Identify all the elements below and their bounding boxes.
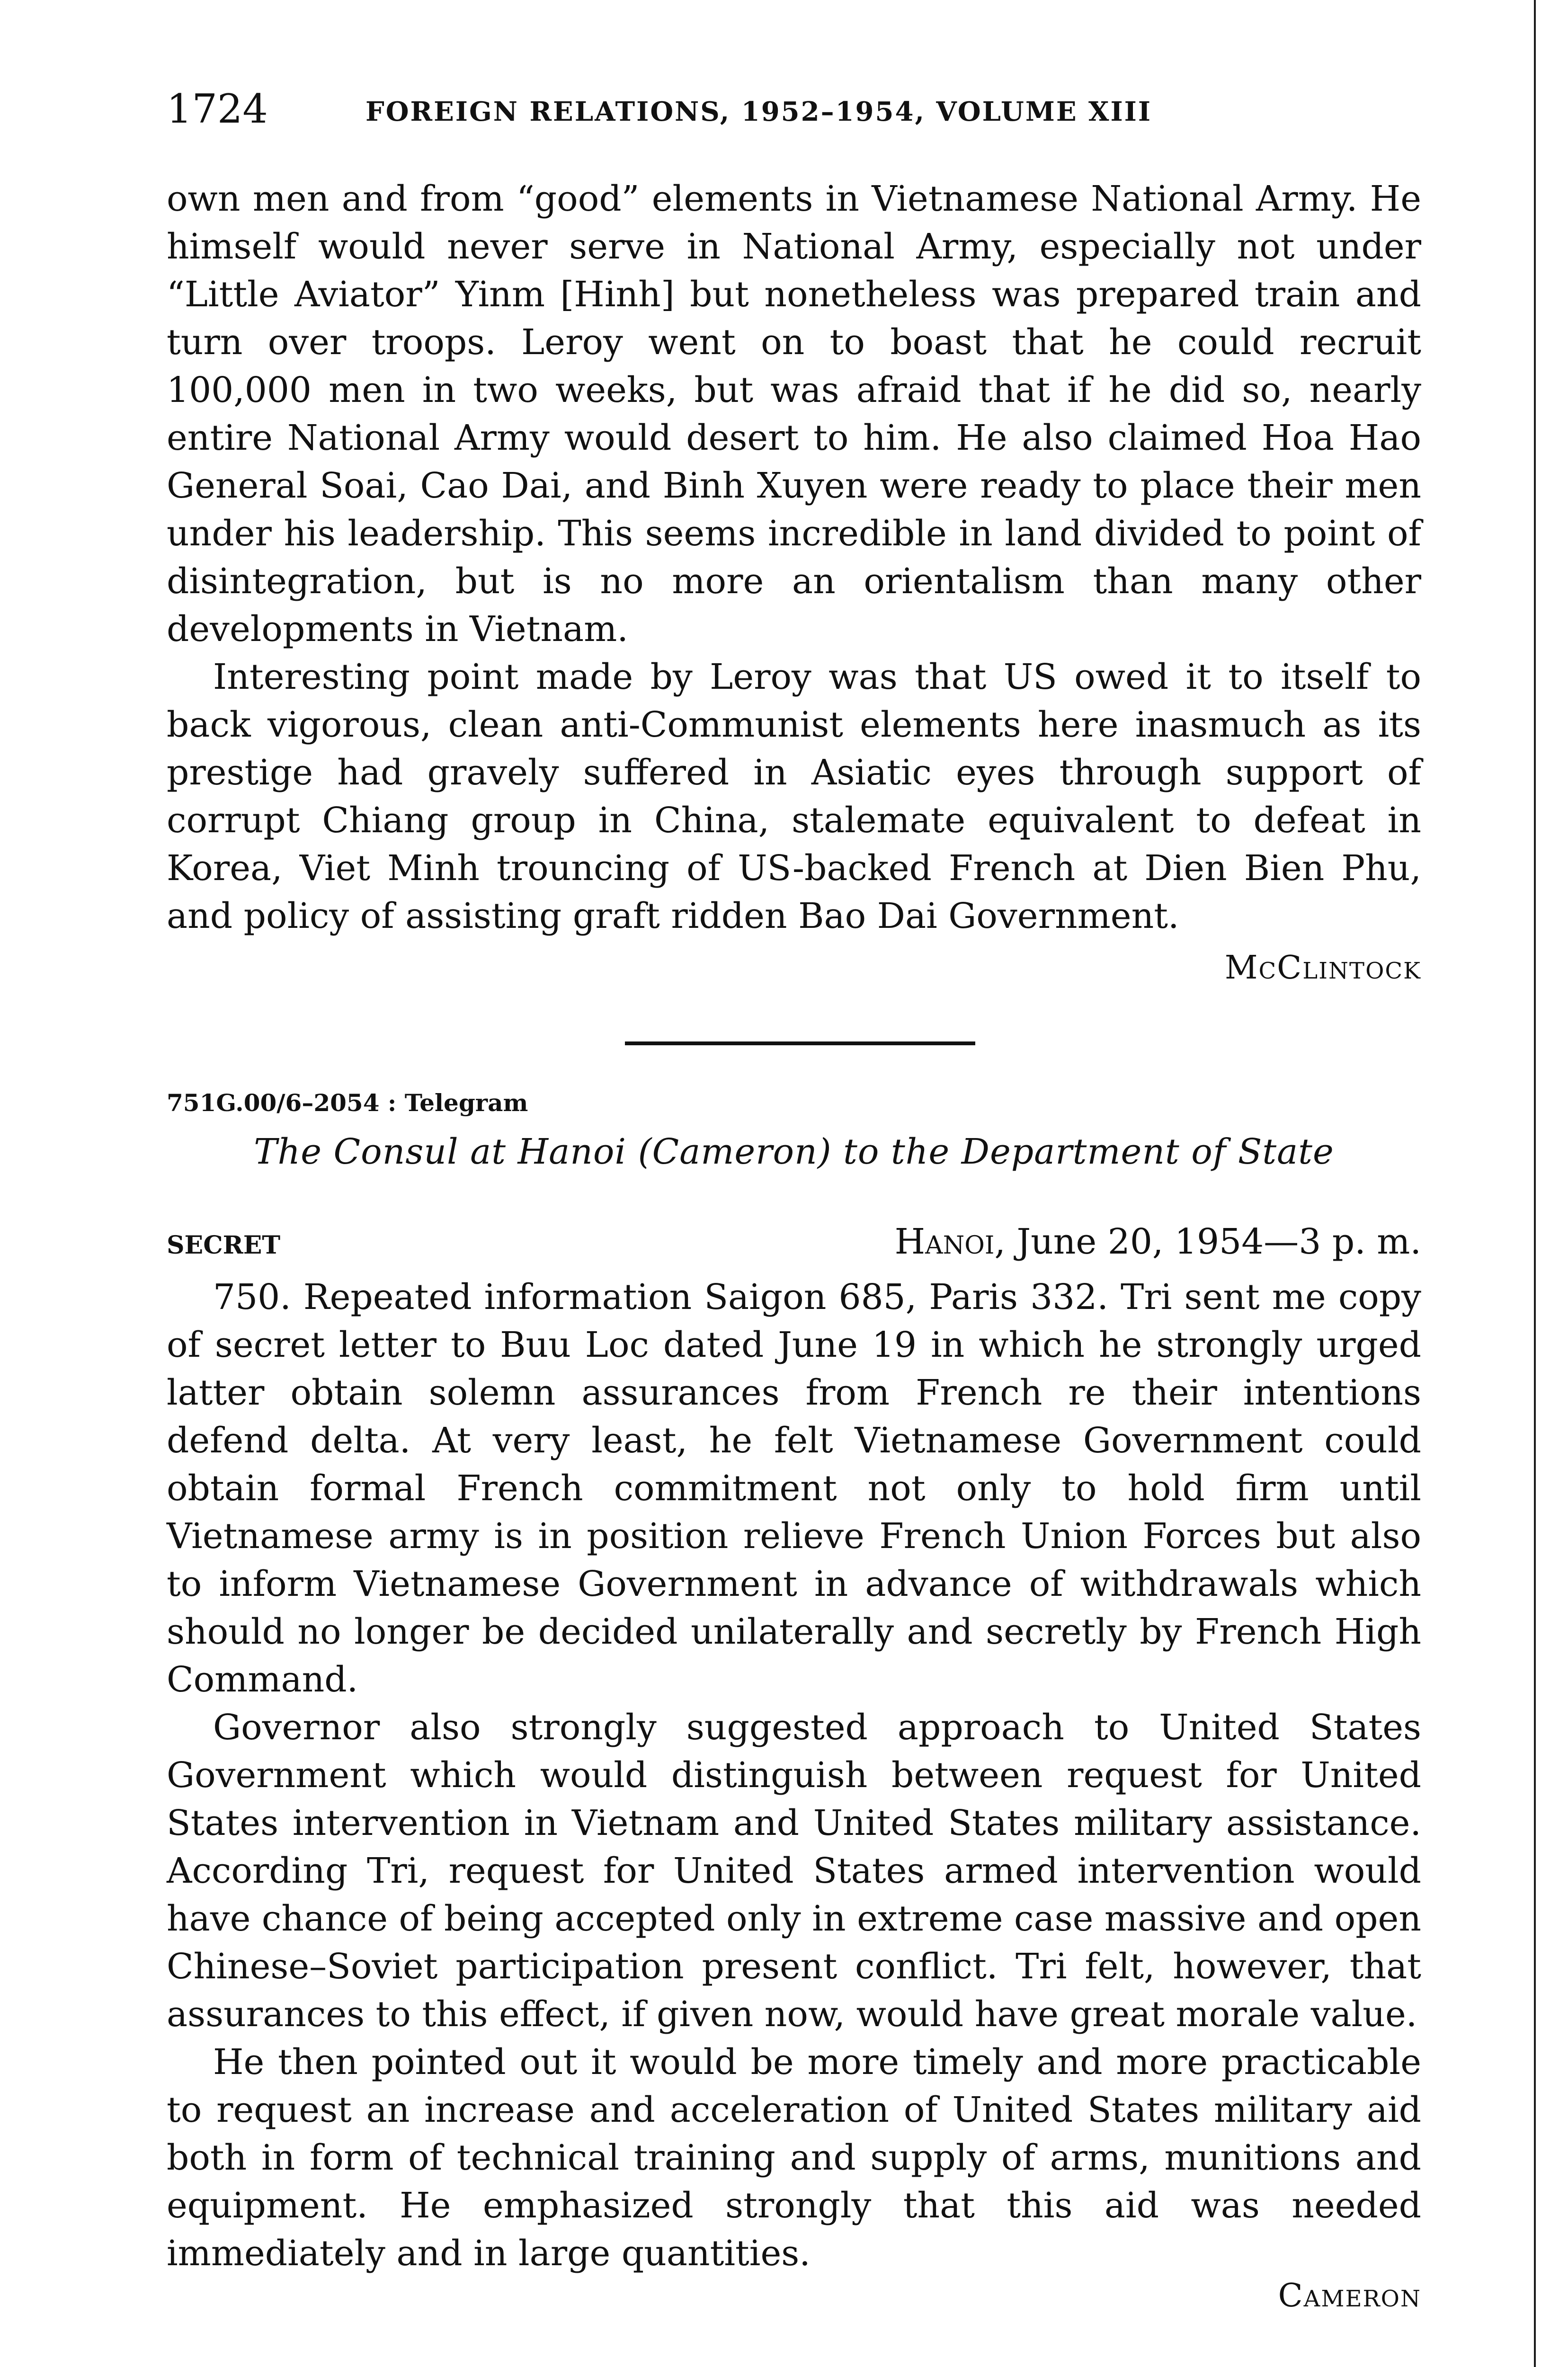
telegram-text: [167, 1273, 1421, 2278]
section-divider: [625, 1041, 975, 1045]
telegram-paragraph-3: He then pointed out it would be more timely and more practicable to request an increase and acceleration of United States military aid both in form of technical training and supply of arms, munitions and equipment. He emphasized strongly that this aid was needed immediately and in large quantities.: [167, 2042, 1421, 2274]
continuation-paragraph-1: own men and from “good” elements in Vietnamese National Army. He himself would never serve in National Army, especially not under “Little Aviator” Yinm [Hinh] but nonetheless was prepared train and turn over troops. Leroy went on to boast that he could recruit 100,000 men in two weeks, but was afraid that if he did so, nearly entire National Army would desert to him. He also claimed Hoa Hao General Soai, Cao Dai, and Binh Xuyen were ready to place their men under his leadership. This seems incredible in land divided to point of disintegration, but is no more an orientalism than many other developments in Vietnam.: [167, 178, 1421, 650]
classification-label: SECRET: [167, 1231, 281, 1260]
continuation-paragraph-2: Interesting point made by Leroy was that US owed it to itself to back vigorous, clean anti-Communist elements here inasmuch as its prestige had gravely suffered in Asiatic eyes through support of corrupt Chiang group in China, stalemate equivalent to defeat in Korea, Viet Minh trouncing of US-backed French at Dien Bien Phu, and policy of assisting graft ridden Bao Dai Government.: [167, 657, 1421, 936]
telegram-paragraph-2: Governor also strongly suggested approach to United States Government which would distinguish between request for United States intervention in Vietnam and United States military assistance. According Tri, request for United States armed intervention would have chance of being accepted only in extreme case massive and open Chinese–Soviet participation present conflict. Tri felt, however, that assurances to this effect, if given now, would have great morale value.: [167, 1707, 1421, 2035]
document-file-number: 751G.00/6–2054 : Telegram: [167, 1089, 528, 1117]
dateline: [895, 1221, 1421, 1262]
running-head: FOREIGN RELATIONS, 1952–1954, VOLUME XIII: [365, 96, 1152, 127]
continuation-text: [167, 175, 1421, 940]
telegram-paragraph-1: 750. Repeated information Saigon 685, Paris 332. Tri sent me copy of secret letter to Buu Loc dated June 19 in which he strongly urged latter obtain solemn assurances from French re their intentions defend delta. At very least, he felt Vietnamese Government could obtain formal French commitment not only to hold firm until Vietnamese army is in position relieve French Union Forces but also to inform Vietnamese Government in advance of withdrawals which should no longer be decided unilaterally and secretly by French High Command.: [167, 1277, 1421, 1700]
document-title: The Consul at Hanoi (Cameron) to the Department of State: [254, 1131, 1334, 1172]
dateline-place: Hanoi: [894, 1221, 995, 1262]
classification-line: [167, 1221, 1421, 1269]
dateline-date: , June 20, 1954—3 p. m.: [994, 1221, 1421, 1262]
page-edge: [1534, 0, 1536, 2367]
page-header: [167, 83, 1421, 135]
signature-mcclintock: McClintock: [1224, 949, 1421, 987]
page-number: 1724: [167, 86, 268, 132]
signature-cameron: Cameron: [1278, 2277, 1421, 2314]
